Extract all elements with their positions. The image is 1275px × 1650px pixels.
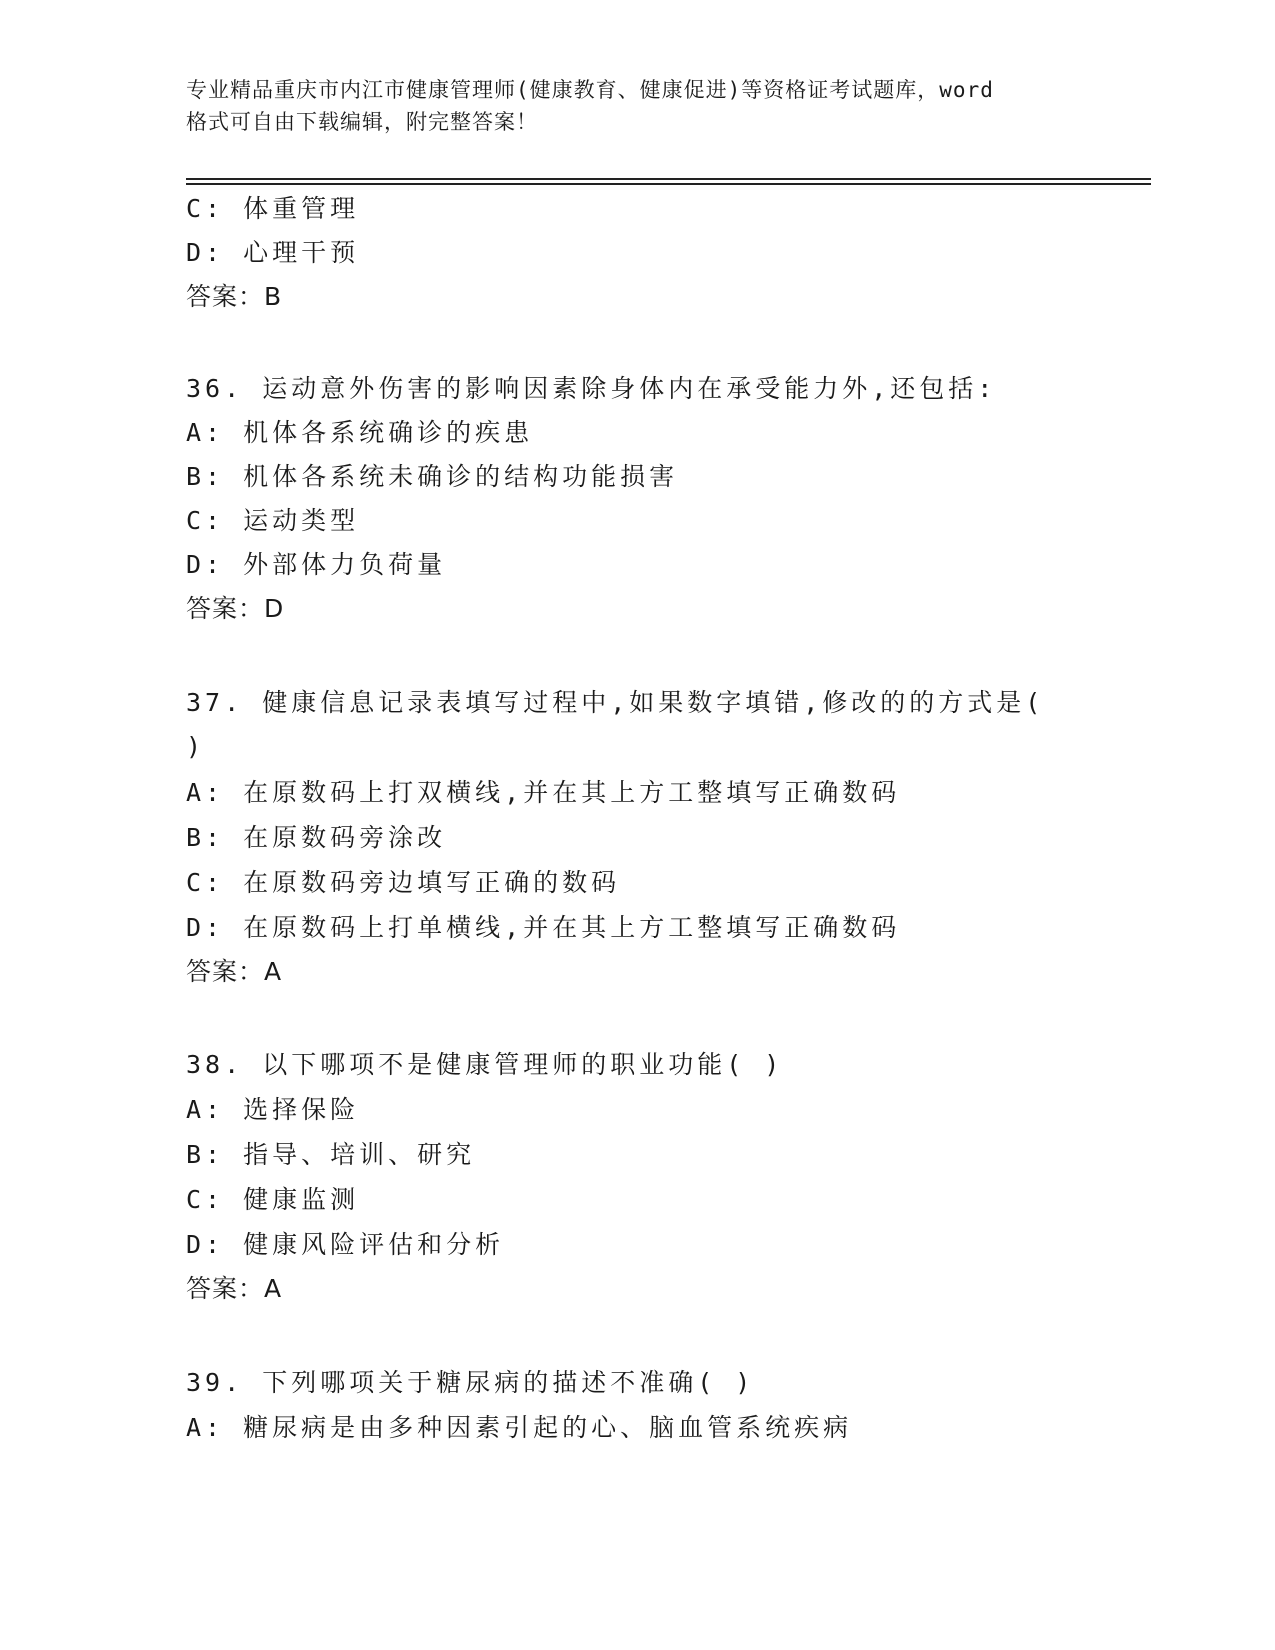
header-rule-top [186,178,1151,180]
header-rule-bottom [186,183,1151,185]
q37-option-c: C: 在原数码旁边填写正确的数码 [186,868,621,897]
q37-answer: 答案：A [186,957,283,986]
q38-answer: 答案：A [186,1274,283,1303]
q36-option-c: C: 运动类型 [186,506,360,535]
q36-answer: 答案：D [186,594,285,623]
q35-answer: 答案：B [186,282,283,311]
q38-option-a: A: 选择保险 [186,1095,360,1124]
q38-option-d: D: 健康风险评估和分析 [186,1230,505,1259]
q37-option-d: D: 在原数码上打单横线,并在其上方工整填写正确数码 [186,913,901,942]
header-line-1: 专业精品重庆市内江市健康管理师(健康教育、健康促进)等资格证考试题库，word [186,78,994,102]
q39-question: 39. 下列哪项关于糖尿病的描述不准确( ) [186,1368,755,1397]
q38-option-c: C: 健康监测 [186,1185,360,1214]
q35-option-d: D: 心理干预 [186,238,360,267]
q38-option-b: B: 指导、培训、研究 [186,1140,476,1169]
q39-option-a: A: 糖尿病是由多种因素引起的心、脑血管系统疾病 [186,1413,853,1442]
q36-option-a: A: 机体各系统确诊的疾患 [186,418,534,447]
q37-option-b: B: 在原数码旁涂改 [186,823,447,852]
q36-option-d: D: 外部体力负荷量 [186,550,447,579]
q38-question: 38. 以下哪项不是健康管理师的职业功能( ) [186,1050,784,1079]
q35-option-c: C: 体重管理 [186,194,360,223]
q37-question: 37. 健康信息记录表填写过程中,如果数字填错,修改的的方式是( [186,688,1045,717]
q37-option-a: A: 在原数码上打双横线,并在其上方工整填写正确数码 [186,778,901,807]
q36-option-b: B: 机体各系统未确诊的结构功能损害 [186,462,679,491]
header-line-2: 格式可自由下载编辑，附完整答案！ [186,110,538,134]
document-header [186,74,1086,138]
q36-question: 36. 运动意外伤害的影响因素除身体内在承受能力外,还包括: [186,374,997,403]
q37-question-cont: ) [186,732,206,761]
